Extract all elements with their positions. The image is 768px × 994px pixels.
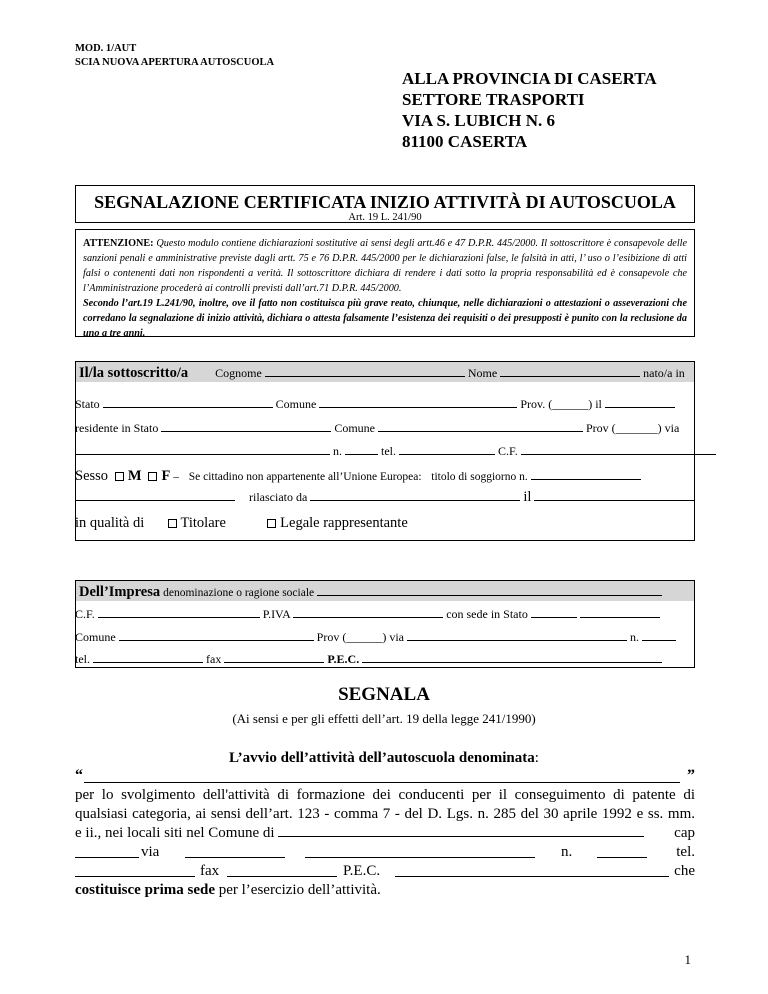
locali-n-field[interactable] [597, 845, 647, 858]
locali-via-field[interactable] [185, 845, 285, 858]
warning-bold-text: Secondo l’art.19 L.241/90, inoltre, ove il fatto non costituisca più grave reato, chiunque, nelle dichiarazioni o attestazioni o asseverazioni che corredano la segnalazione di inizio attività, dichiara o attesta falsamente l’esistenza dei requisiti o dei presupposti è punito con la reclusione da uno a tre anni. [83, 298, 687, 339]
comune-field[interactable] [319, 396, 517, 408]
permit-extra-field[interactable] [75, 489, 235, 501]
denominazione-label: denominazione o ragione sociale [163, 587, 315, 599]
locali-n-label: n. [561, 844, 573, 860]
page-number: 1 [684, 952, 691, 967]
person-row-7 [75, 515, 408, 532]
sede-stato-field[interactable] [531, 606, 577, 618]
impresa-prov-via-label: Prov (______) via [316, 630, 404, 644]
warning-box [75, 229, 695, 337]
segnala-body-line-1: per lo svolgimento dell'attività di formazione dei conducenti per il conseguimento di patente di [75, 787, 695, 803]
n-label: n. [333, 444, 342, 458]
person-row-5 [75, 468, 641, 485]
sex-dash: – [173, 471, 179, 483]
person-row-3 [75, 420, 679, 436]
cognome-field[interactable] [265, 365, 465, 377]
comune-label: Comune [275, 397, 317, 411]
addressee-block [402, 68, 657, 152]
school-name-field[interactable] [84, 782, 680, 783]
residente-comune-field[interactable] [378, 420, 583, 432]
addressee-line-4: 81100 CASERTA [402, 132, 528, 151]
stato-field[interactable] [103, 396, 273, 408]
nome-label: Nome [467, 366, 498, 380]
document-title: SEGNALAZIONE CERTIFICATA INIZIO ATTIVITÀ DI AUTOSCUOLA [94, 192, 676, 212]
cf-label: C.F. [498, 444, 518, 458]
school-name-line [75, 767, 695, 787]
tel-field[interactable] [399, 443, 495, 455]
open-quote: “ [75, 767, 83, 784]
avvio-colon: : [534, 750, 539, 766]
avvio-label: L’avvio dell’attività dell’autoscuola denominata [229, 750, 535, 766]
sex-f-checkbox[interactable] [148, 472, 157, 481]
qualita-label: in qualità di [75, 515, 145, 531]
permit-number-field[interactable] [531, 468, 641, 480]
addressee-line-3: VIA S. LUBICH N. 6 [402, 111, 556, 130]
impresa-label: Dell’Impresa [79, 584, 161, 600]
locali-pec-label: P.E.C. [343, 863, 381, 879]
piva-field[interactable] [293, 606, 443, 618]
segnala-body-line-3 [75, 824, 695, 843]
cap-field[interactable] [75, 845, 139, 858]
cognome-label: Cognome [215, 366, 262, 380]
segnala-body-line-5 [75, 862, 695, 881]
locali-fax-label: fax [200, 863, 220, 879]
prov-via-label: Prov (_______) via [586, 421, 680, 435]
birth-date-field[interactable] [605, 396, 675, 408]
title-box [75, 185, 695, 223]
impresa-tel-label: tel. [75, 652, 90, 666]
sesso-label: Sesso [75, 468, 109, 484]
sede-stato-field-2[interactable] [580, 606, 660, 618]
impresa-row-2 [75, 606, 660, 622]
non-eu-label: Se cittadino non appartenente all’Unione Europea: [188, 471, 422, 483]
il-label: il [523, 489, 532, 505]
person-row-6 [75, 489, 694, 506]
impresa-n-label: n. [630, 630, 639, 644]
permit-date-field[interactable] [534, 489, 694, 501]
form-code: MOD. 1/AUT [75, 43, 137, 54]
document-law-reference: Art. 19 L. 241/90 [348, 212, 422, 223]
piva-label: P.IVA [262, 607, 291, 621]
residente-stato-field[interactable] [161, 420, 331, 432]
comune2-label: Comune [334, 421, 375, 435]
warning-text: Questo modulo contiene dichiarazioni sostitutive ai sensi degli artt.46 e 47 D.P.R. 445/2000. Il sottoscrittore è consapevole delle sanzioni penali e amministrative previste dagli artt. 75 e 76 D.P.R. 445/2000 per le dichiarazioni false, le falsità in atti, l’ uso o l’esibizione di atti falsi o contenenti dati non rispondenti a verità. Il sottoscrittore dichiara di rendere i dati sotto la propria responsabilità ed è consapevole che l’Amministrazione procederà ai controlli previsti dall’art.71 D.P.R. 445/2000. [83, 238, 688, 294]
impresa-fax-label: fax [206, 652, 222, 666]
impresa-tel-field[interactable] [93, 651, 203, 663]
cap-label: cap [674, 825, 695, 841]
segnala-body-line-6 [75, 881, 381, 900]
impresa-comune-label: Comune [75, 630, 116, 644]
permit-label: titolo di soggiorno n. [431, 471, 528, 483]
impresa-cf-field[interactable] [98, 606, 260, 618]
locali-comune-label: e ii., nei locali siti nel Comune di [75, 825, 275, 841]
legale-checkbox[interactable] [267, 519, 276, 528]
sex-m-label: M [127, 468, 142, 484]
impresa-cf-label: C.F. [75, 607, 95, 621]
locali-tel-label: tel. [676, 844, 695, 860]
form-code-header [75, 42, 274, 70]
locali-pec-field[interactable] [395, 864, 669, 877]
segnala-body-line-4 [75, 843, 695, 862]
titolare-label: Titolare [180, 515, 226, 531]
prov-il-label: Prov. (______) il [520, 397, 602, 411]
tel-label: tel. [381, 444, 396, 458]
impresa-n-field[interactable] [642, 629, 676, 641]
legale-label: Legale rappresentante [280, 515, 408, 531]
che-label: che [674, 863, 695, 879]
rilasciato-field[interactable] [310, 489, 520, 501]
close-quote: ” [687, 767, 695, 784]
nome-field[interactable] [500, 365, 640, 377]
locali-via-field-2[interactable] [305, 845, 535, 858]
impresa-row-4 [75, 651, 662, 667]
addressee-line-2: SETTORE TRASPORTI [402, 90, 585, 109]
impresa-pec-label: P.E.C. [327, 652, 360, 666]
denominazione-field[interactable] [317, 584, 662, 596]
impresa-via-field[interactable] [407, 629, 627, 641]
form-subtitle: SCIA NUOVA APERTURA AUTOSCUOLA [75, 57, 275, 68]
locali-fax-field[interactable] [227, 864, 337, 877]
via-field[interactable] [75, 443, 330, 455]
avvio-line [0, 750, 768, 767]
cf-field[interactable] [521, 443, 716, 455]
locali-tel-field[interactable] [75, 864, 195, 877]
person-label: Il/la sottoscritto/a [79, 365, 189, 381]
via-label: via [141, 844, 160, 860]
warning-label: ATTENZIONE: [83, 238, 154, 249]
impresa-comune-field[interactable] [119, 629, 314, 641]
segnala-body-line-2: qualsiasi categoria, ai sensi dell’art. 123 - comma 7 - del D. Lgs. n. 285 del 30 aprile 1992 e ss. mm. [75, 806, 695, 822]
impresa-row-3 [75, 629, 676, 645]
sede-label: con sede in Stato [446, 607, 528, 621]
rilasciato-label: rilasciato da [249, 490, 308, 504]
person-row-1 [79, 365, 685, 382]
prima-sede-bold: costituisce prima sede [75, 882, 215, 898]
impresa-row-1 [79, 584, 662, 601]
person-row-2 [75, 396, 675, 412]
person-row-4 [75, 443, 716, 459]
titolare-checkbox[interactable] [168, 519, 177, 528]
civic-number-field[interactable] [345, 443, 378, 455]
segnala-subheading: (Ai sensi e per gli effetti dell’art. 19 della legge 241/1990) [232, 711, 536, 726]
residente-label: residente in Stato [75, 421, 159, 435]
locali-comune-field[interactable] [278, 824, 644, 837]
stato-label: Stato [75, 397, 100, 411]
addressee-line-1: ALLA PROVINCIA DI CASERTA [402, 69, 657, 88]
impresa-pec-field[interactable] [362, 651, 662, 663]
impresa-fax-field[interactable] [224, 651, 324, 663]
sex-m-checkbox[interactable] [115, 472, 124, 481]
segnala-heading: SEGNALA [338, 684, 430, 705]
nato-label: nato/a in [643, 366, 685, 380]
prima-sede-rest: per l’esercizio dell’attività. [218, 882, 381, 898]
sex-f-label: F [161, 468, 171, 484]
